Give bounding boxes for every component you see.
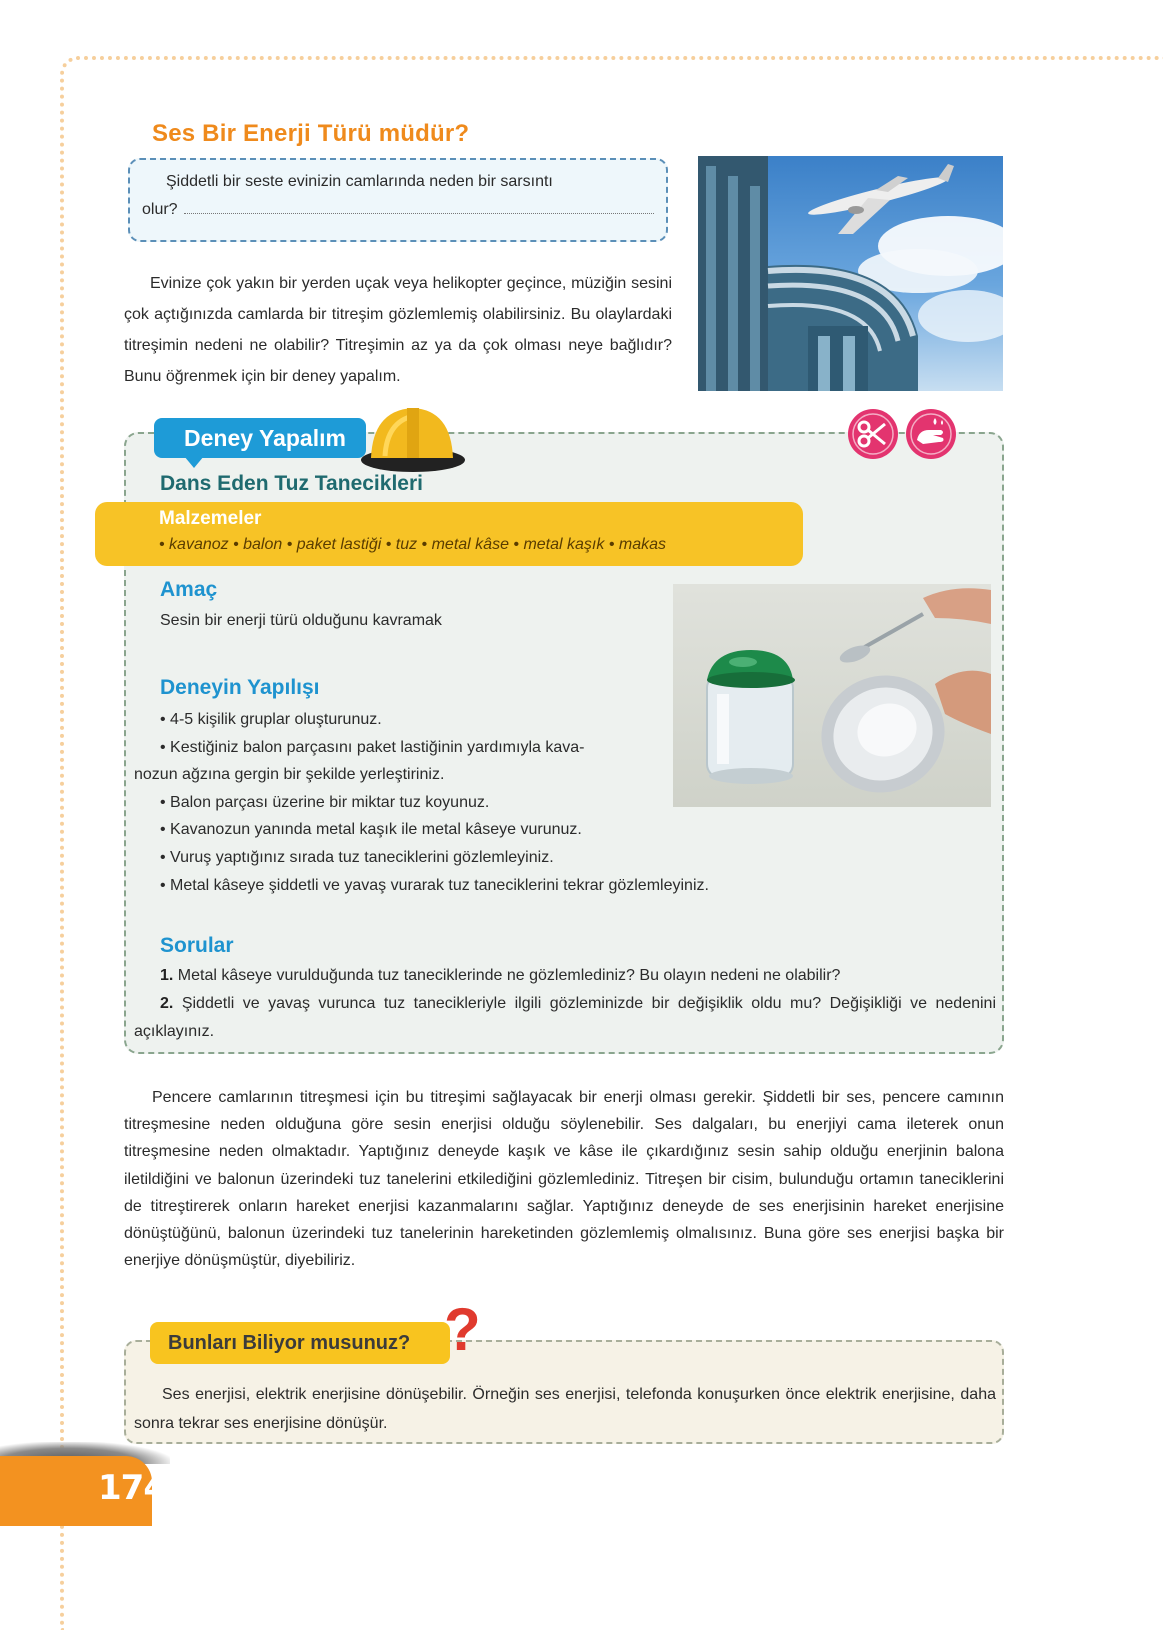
procedure-heading: Deneyin Yapılışı — [160, 676, 320, 699]
question-line-1: Şiddetli bir seste evinizin camlarında neden bir sarsıntı — [166, 173, 553, 190]
step-2-continued: nozun ağzına gergin bir şekilde yerleştiriniz. — [134, 766, 445, 784]
step-5: • Vuruş yaptığınız sırada tuz taneciklerini gözlemleyiniz. — [160, 848, 554, 866]
explanation-paragraph: Pencere camlarının titreşmesi için bu titreşimi sağlayacak bir enerji olması gerekir. Şiddetli bir ses, pencere camının titreşmesine neden olduğuna göre sesin enerjisi olduğu söylenebilir. Ses dalgaları, bu enerjiyi cama ileterek onun titreşmesine neden olmaktadır. Yaptığınız deneyde kaşık ve kâse ile çıkardığınız sesin sahip olduğu enerjinin balona iletildiğini ve balonun üzerindeki tuz tanelerini etkilediğini gözlemlediniz. Titreşen bir cisim, bulunduğu ortamın taneciklerini de titreştirerek onların hareket enerjisi kazanmalarını sağlar. Yaptığınız deneyde de ses enerjisinin hareket enerjisine dönüştüğünü, balonun üzerindeki tuz tanelerinin hareketinden gözlemlemiş olmalısınız. Buna göre ses enerjisi başka bir enerjiye dönüşmüştür, diyebiliriz. — [124, 1089, 1004, 1270]
aim-heading: Amaç — [160, 578, 218, 601]
answer-line — [184, 197, 654, 214]
intro-paragraph: Evinize çok yakın bir yerden uçak veya helikopter geçince, müziğin sesini çok açtığınızda camlarda bir titreşim gözlemlemiş olabilirsiniz. Bu olaylardaki titreşimin nedeni ne olabilir? Titreşimin az ya da çok olması neye bağlıdır? Bunu öğrenmek için bir deney yapalım. — [124, 275, 672, 385]
did-you-know-tab: Bunları Biliyor musunuz? — [150, 1322, 450, 1364]
page-number: 174 — [98, 1468, 166, 1508]
question-box — [128, 158, 668, 242]
question-line-2: olur? — [142, 201, 178, 218]
experiment-tab: Deney Yapalım — [154, 418, 366, 458]
step-3: • Balon parçası üzerine bir miktar tuz koyunuz. — [160, 793, 490, 811]
materials-list: • kavanoz • balon • paket lastiği • tuz • metal kâse • metal kaşık • makas — [159, 536, 666, 553]
experiment-title: Dans Eden Tuz Tanecikleri — [160, 472, 423, 495]
step-1: • 4-5 kişilik gruplar oluşturunuz. — [160, 711, 382, 728]
hand-wash-icon — [905, 408, 957, 460]
question-mark-icon: ? — [444, 1296, 481, 1363]
question-1: 1. Metal kâseye vurulduğunda tuz taneciklerinde ne gözlemlediniz? Bu olayın nedeni ne olabilir? — [160, 967, 841, 984]
step-2: • Kestiğiniz balon parçasını paket lastiğinin yardımıyla kava- — [160, 738, 585, 756]
page-title: Ses Bir Enerji Türü müdür? — [152, 120, 470, 147]
question-2: 2. Şiddetli ve yavaş vurunca tuz tanecikleriyle ilgili gözleminizde bir değişiklik oldu mu? Değişikliği ve nedenini açıklayınız. — [134, 995, 996, 1040]
step-4: • Kavanozun yanında metal kaşık ile metal kâseye vurunuz. — [160, 821, 582, 839]
hard-hat-icon — [355, 400, 467, 480]
did-you-know-text: Ses enerjisi, elektrik enerjisine dönüşebilir. Örneğin ses enerjisi, telefonda konuşurken önce elektrik enerjisine, daha sonra tekrar ses enerjisine dönüşür. — [134, 1386, 996, 1432]
materials-banner — [95, 502, 803, 566]
airplane-building-photo — [698, 156, 1003, 391]
materials-title: Malzemeler — [159, 508, 262, 529]
scissors-icon — [847, 408, 899, 460]
questions-heading: Sorular — [160, 934, 234, 957]
experiment-tab-pointer — [184, 456, 204, 468]
aim-text: Sesin bir enerji türü olduğunu kavramak — [160, 612, 442, 629]
procedure-steps — [134, 706, 800, 899]
step-6: • Metal kâseye şiddetli ve yavaş vurarak tuz taneciklerini tekrar gözlemleyiniz. — [160, 876, 709, 894]
questions-list — [134, 962, 996, 1046]
